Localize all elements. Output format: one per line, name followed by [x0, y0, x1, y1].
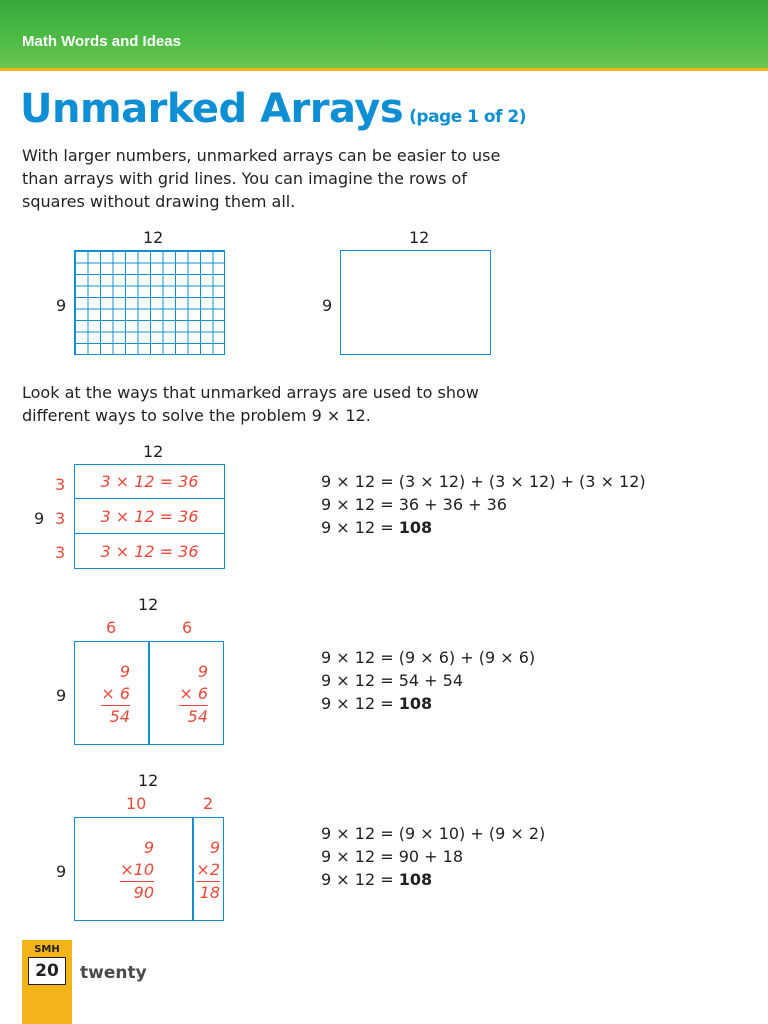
ex2-right-factor: 9 — [197, 662, 208, 681]
ex2-left-multiplication — [88, 661, 130, 728]
grid-array-side-label: 9 — [56, 296, 67, 315]
ex2-equation: 9 × 12 = 54 + 54 — [321, 671, 463, 690]
ex2-right-product: 54 — [187, 707, 208, 726]
ex2-left-product: 54 — [109, 707, 130, 726]
ex3-left-factor: 9 — [143, 838, 154, 857]
ex3-left-top-label: 10 — [126, 794, 147, 813]
lead-paragraph: Look at the ways that unmarked arrays are used to show different ways to solve the problem 9 × 12. — [22, 383, 479, 425]
ex3-result-value: 108 — [398, 870, 433, 889]
ex3-top-label: 12 — [138, 771, 159, 790]
section-label: Math Words and Ideas — [22, 33, 181, 50]
ex1-result-prefix: 9 × 12 = — [321, 518, 399, 537]
ex3-equation: 9 × 12 = (9 × 10) + (9 × 2) — [321, 824, 546, 843]
ex2-left-factor: 9 — [119, 662, 130, 681]
plain-array-side-label: 9 — [322, 296, 333, 315]
ex1-top-label: 12 — [143, 442, 164, 461]
plain-array-top-label: 12 — [409, 228, 430, 247]
ex1-row-label: 3 — [55, 509, 66, 528]
ex2-side-label: 9 — [56, 686, 67, 705]
ex1-result — [321, 516, 432, 539]
ex3-result — [321, 868, 432, 891]
ex1-row: 3 × 12 = 36 — [74, 464, 225, 499]
ex1-row: 3 × 12 = 36 — [74, 498, 225, 534]
ex2-right-multiplication — [166, 661, 208, 728]
ex2-result — [321, 692, 432, 715]
header-rule — [0, 68, 768, 71]
page-number: 20 — [28, 957, 66, 985]
ex3-left-multiplier: ×10 — [120, 859, 154, 882]
ex3-side-label: 9 — [56, 862, 67, 881]
ex3-left-product: 90 — [133, 883, 154, 902]
ex2-result-prefix: 9 × 12 = — [321, 694, 399, 713]
ex3-right-top-label: 2 — [203, 794, 214, 813]
ex3-right-multiplication — [194, 837, 220, 904]
ex3-equation: 9 × 12 = 90 + 18 — [321, 847, 463, 866]
ex2-top-label: 12 — [138, 595, 159, 614]
ex1-result-value: 108 — [398, 518, 433, 537]
ex3-right-factor: 9 — [209, 838, 220, 857]
ex2-right-multiplier: × 6 — [179, 683, 208, 706]
footer-tag: SMH — [34, 944, 60, 955]
ex2-left-top-label: 6 — [106, 618, 117, 637]
intro-paragraph: With larger numbers, unmarked arrays can be easier to use than arrays with grid lines. You can imagine the rows of squares without drawing them all. — [22, 146, 501, 211]
ex2-left-multiplier: × 6 — [101, 683, 130, 706]
ex2-right-top-label: 6 — [182, 618, 193, 637]
page-title — [20, 86, 526, 132]
ex2-equation: 9 × 12 = (9 × 6) + (9 × 6) — [321, 648, 536, 667]
title-sub: (page 1 of 2) — [409, 107, 526, 127]
ex1-equation: 9 × 12 = (3 × 12) + (3 × 12) + (3 × 12) — [321, 472, 646, 491]
unmarked-array — [340, 250, 491, 355]
ex1-equation: 9 × 12 = 36 + 36 + 36 — [321, 495, 507, 514]
ex1-row-label: 3 — [55, 543, 66, 562]
grid-array — [74, 250, 225, 355]
ex3-result-prefix: 9 × 12 = — [321, 870, 399, 889]
ex1-side-label: 9 — [34, 509, 45, 528]
ex3-left-multiplication — [112, 837, 154, 904]
title-main: Unmarked Arrays — [20, 86, 404, 132]
ex3-right-product: 18 — [199, 883, 220, 902]
ex1-row-label: 3 — [55, 475, 66, 494]
grid-array-top-label: 12 — [143, 228, 164, 247]
page-word: twenty — [80, 963, 147, 983]
ex1-row: 3 × 12 = 36 — [74, 533, 225, 569]
ex3-right-multiplier: ×2 — [196, 859, 220, 882]
ex2-result-value: 108 — [398, 694, 433, 713]
